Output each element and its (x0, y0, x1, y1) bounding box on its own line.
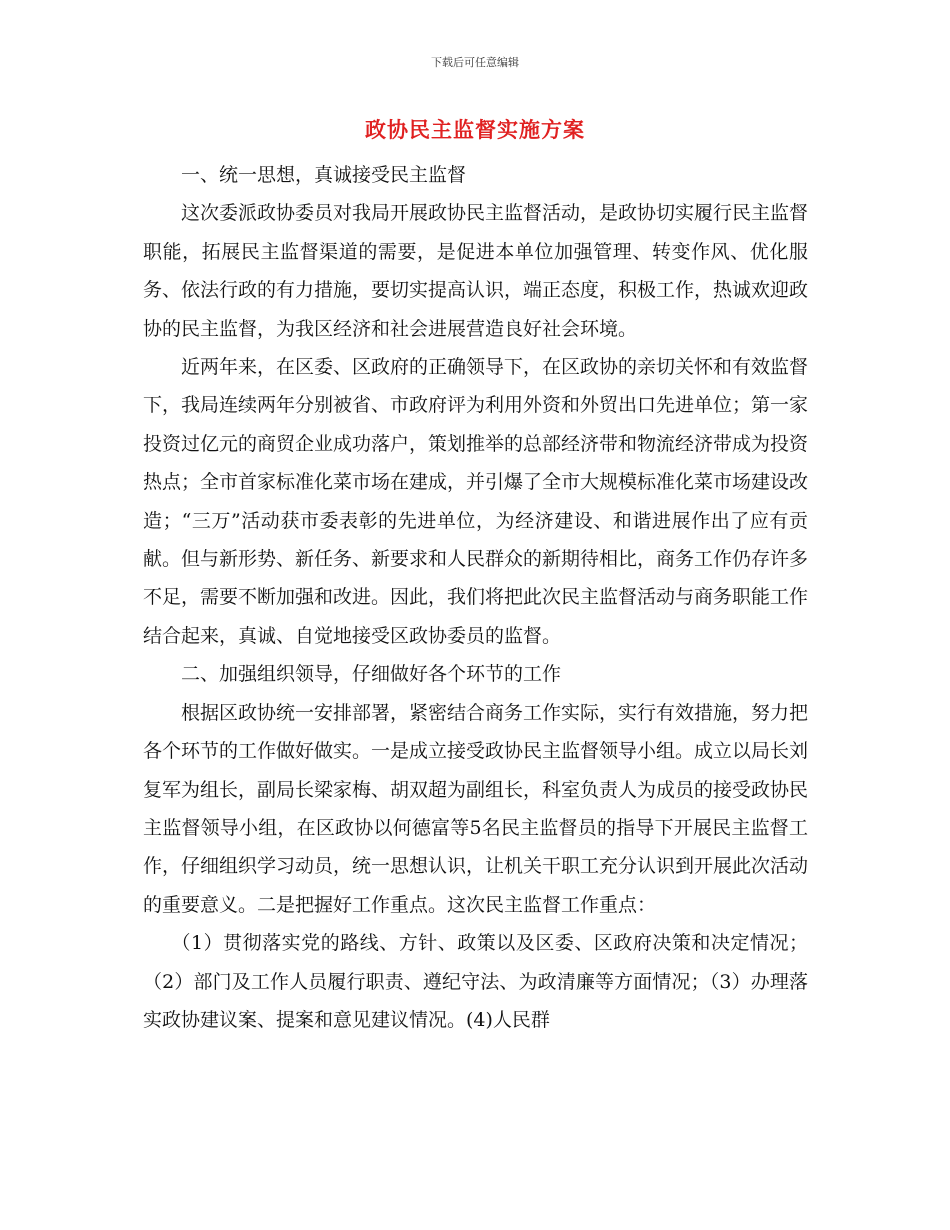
document-body (143, 156, 808, 1039)
body-paragraph: 近两年来，在区委、区政府的正确领导下，在区政协的亲切关怀和有效监督下，我局连续两年分别被省、市政府评为利用外资和外贸出口先进单位；第一家投资过亿元的商贸企业成功落户，策划推举的总部经济带和物流经济带成为投资热点；全市首家标准化菜市场在建成，并引爆了全市大规模标准化菜市场建设改造；“三万”活动获市委表彰的先进单位，为经济建设、和谐进展作出了应有贡献。但与新形势、新任务、新要求和人民群众的新期待相比，商务工作仍存许多不足，需要不断加强和改进。因此，我们将把此次民主监督活动与商务职能工作结合起来，真诚、自觉地接受区政协委员的监督。 (143, 356, 809, 647)
header-note: 下载后可任意编辑 (431, 56, 519, 69)
document-title: 政协民主监督实施方案 (365, 117, 585, 142)
body-paragraph: 这次委派政协委员对我局开展政协民主监督活动，是政协切实履行民主监督职能，拓展民主监督渠道的需要，是促进本单位加强管理、转变作风、优化服务、依法行政的有力措施，要切实提高认识，端正态度，积极工作，热诚欢迎政协的民主监督，为我区经济和社会进展营造良好社会环境。 (143, 202, 809, 340)
section-heading-2: 二、加强组织领导，仔细做好各个环节的工作 (181, 663, 562, 686)
section-heading-1: 一、统一思想，真诚接受民主监督 (181, 164, 467, 186)
list-paragraph: （1）贯彻落实党的路线、方针、政策以及区委、区政府决策和决定情况；（2）部门及工作人员履行职责、遵纪守法、为政清廉等方面情况；（3）办理落实政协建议案、提案和意见建议情况。(4)人民群 (143, 932, 808, 1031)
body-paragraph: 根据区政协统一安排部署，紧密结合商务工作实际，实行有效措施，努力把各个环节的工作做好做实。一是成立接受政协民主监督领导小组。成立以局长刘复军为组长，副局长梁家梅、胡双超为副组长，科室负责人为成员的接受政协民主监督领导小组，在区政协以何德富等5名民主监督员的指导下开展民主监督工作，仔细组织学习动员，统一思想认识，让机关干职工充分认识到开展此次活动的重要意义。二是把握好工作重点。这次民主监督工作重点： (143, 701, 809, 916)
